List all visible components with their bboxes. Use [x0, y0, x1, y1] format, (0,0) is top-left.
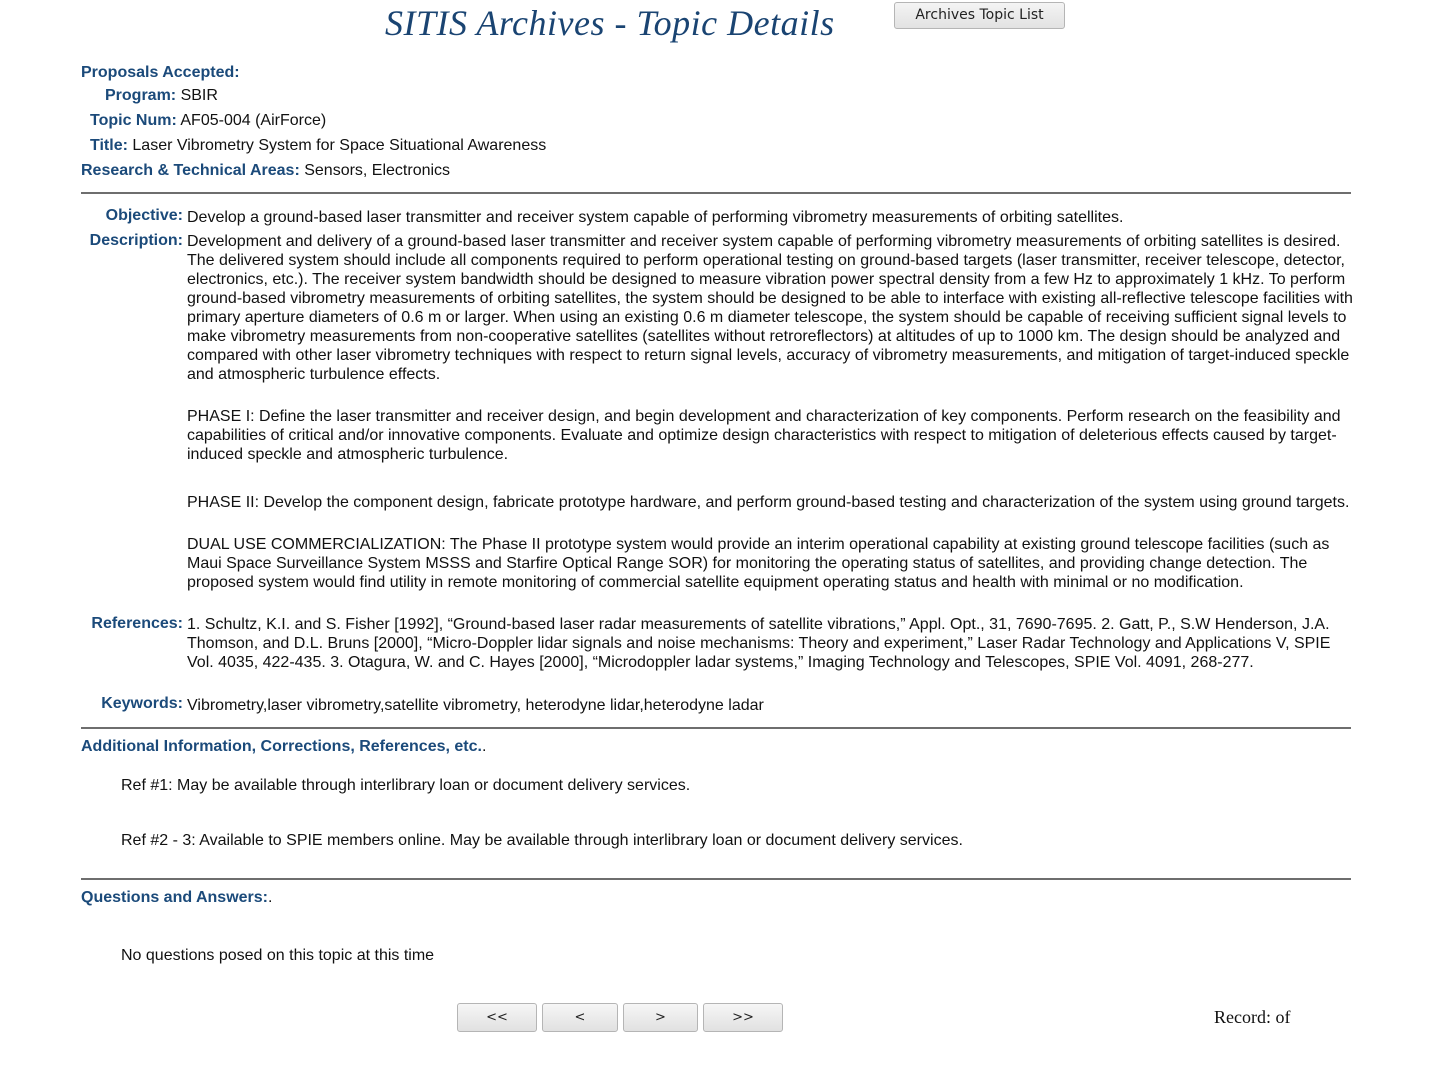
title-row — [90, 137, 546, 155]
objective-label: Objective: — [105, 207, 183, 224]
divider — [81, 727, 1351, 729]
previous-record-button[interactable]: < — [542, 1003, 618, 1032]
program-label: Program: — [105, 87, 177, 104]
last-record-button[interactable]: >> — [703, 1003, 783, 1032]
divider — [81, 192, 1351, 194]
ref-note: Ref #1: May be available through interlibrary loan or document delivery services. — [121, 777, 691, 794]
description-text — [187, 232, 1353, 384]
topic-num-label: Topic Num: — [90, 112, 177, 129]
additional-info-heading — [81, 738, 486, 756]
objective-text: Develop a ground-based laser transmitter and receiver system capable of performing vibrometry measurements of orbiting satellites. — [187, 209, 1124, 226]
research-areas-label: Research & Technical Areas: — [81, 162, 300, 179]
description-paragraph: DUAL USE COMMERCIALIZATION: The Phase II prototype system would provide an interim operational capability at existing ground telescope facilities (such as Maui Space Surveillance System MSSS and Starfire Optical Range SOR) for monitoring the operating status of satellites, and providing change detection. The proposed system would find utility in remote monitoring of commercial satellite equipment operating status and health with minimal or no modification. — [187, 536, 1330, 591]
phase-two-text — [187, 493, 1353, 512]
research-areas-row — [81, 162, 450, 180]
qa-heading — [81, 889, 272, 907]
divider — [81, 878, 1351, 880]
description-label: Description: — [89, 232, 183, 249]
topic-num-value: AF05-004 (AirForce) — [180, 112, 327, 129]
research-areas-value: Sensors, Electronics — [304, 162, 451, 179]
qa-suffix: . — [268, 889, 273, 906]
additional-info-suffix: . — [481, 738, 487, 755]
description-paragraph: Development and delivery of a ground-based laser transmitter and receiver system capable of performing vibrometry measurements of orbiting satellites is desired. The delivered system should include all components required to perform operational testing on ground-based targets (laser transmitter, receiver telescope, detector, electronics, etc.). The receiver system bandwidth should be designed to measure vibration power spectral density from a few Hz to approximately 1 kHz. To perform ground-based vibrometry measurements of orbiting satellites, the system should be designed to be able to interface with existing all-reflective telescope facilities with primary aperture diameters of 0.6 m or larger. When using an existing 0.6 m diameter telescope, the system should be capable of receiving sufficient signal levels to make vibrometry measurements from non-cooperative satellites (satellites without retroreflectors) at altitudes of up to 1000 km. The design should be analyzed and compared with other laser vibrometry techniques with respect to return signal levels, accuracy of vibrometry measurements, and mitigation of target-induced speckle and atmospheric turbulence effects. — [187, 233, 1353, 383]
page-title: SITIS Archives - Topic Details — [385, 3, 835, 43]
program-value: SBIR — [180, 87, 218, 104]
description-paragraph: PHASE I: Define the laser transmitter and receiver design, and begin development and characterization of key components. Perform research on the feasibility and capabilities of critical and/or innovative components. Evaluate and optimize design characteristics with respect to mitigation of deleterious effects caused by target-induced speckle and atmospheric turbulence. — [187, 408, 1341, 463]
commercialization-text — [187, 535, 1353, 592]
description-paragraph: PHASE II: Develop the component design, fabricate prototype hardware, and perform ground-based testing and characterization of the system using ground targets. — [187, 494, 1350, 511]
references-label: References: — [91, 615, 183, 632]
proposals-accepted-label: Proposals Accepted: — [81, 64, 240, 81]
additional-info-title: Additional Information, Corrections, References, etc. — [81, 738, 482, 755]
title-value: Laser Vibrometry System for Space Situational Awareness — [132, 137, 547, 154]
title-label: Title: — [90, 137, 128, 154]
qa-title: Questions and Answers: — [81, 889, 268, 906]
next-record-button[interactable]: > — [623, 1003, 698, 1032]
record-indicator: Record: of — [1214, 1007, 1291, 1027]
topic-num-row — [90, 112, 326, 130]
phase-one-text — [187, 407, 1353, 464]
references-text: 1. Schultz, K.I. and S. Fisher [1992], “Ground-based laser radar measurements of satellite vibrations,” Appl. Opt., 31, 7690-7695. 2. Gatt, P., S.W Henderson, J.A. Thomson, and D.L. Bruns [2000], “Micro-Doppler lidar signals and noise mechanisms: Theory and experiment,” Laser Radar Technology and Applications V, SPIE Vol. 4035, 422-435. 3. Otagura, W. and C. Hayes [2000], “Microdoppler ladar systems,” Imaging Technology and Telescopes, SPIE Vol. 4091, 268-277. — [187, 616, 1331, 671]
archives-topic-list-button[interactable]: Archives Topic List — [894, 2, 1065, 29]
keywords-text: Vibrometry,laser vibrometry,satellite vibrometry, heterodyne lidar,heterodyne ladar — [187, 697, 764, 714]
program-row — [105, 87, 218, 105]
keywords-label: Keywords: — [101, 695, 183, 712]
first-record-button[interactable]: << — [457, 1003, 537, 1032]
ref-note: Ref #2 - 3: Available to SPIE members online. May be available through interlibrary loan or document delivery services. — [121, 832, 963, 849]
qa-message: No questions posed on this topic at this time — [121, 947, 435, 964]
